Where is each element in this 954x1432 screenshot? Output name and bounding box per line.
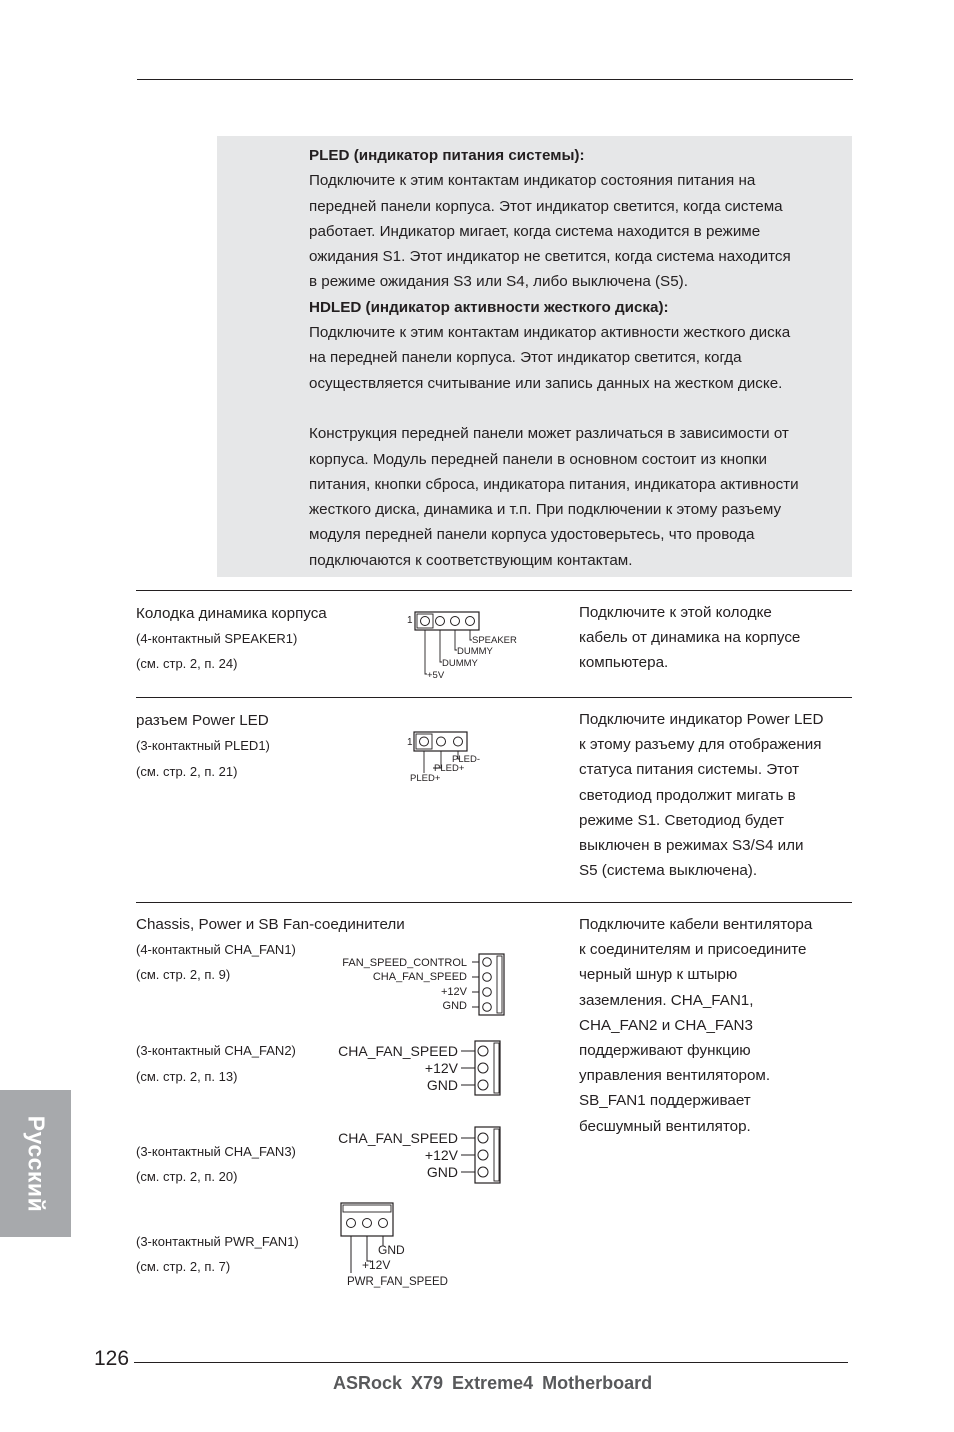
desc-line: выключен в режимах S3/S4 или: [579, 837, 804, 855]
desc-line: поддерживают функцию: [579, 1042, 751, 1060]
desc-line: черный шнур к штырю: [579, 966, 738, 984]
desc-line: CHA_FAN2 и CHA_FAN3: [579, 1016, 753, 1034]
note-line: жесткого диска, динамика и т.п. При подключении к этому разъему: [309, 501, 782, 519]
note-line: корпуса. Модуль передней панели в основном состоит из кнопки: [309, 450, 767, 468]
pin-label: +12V: [424, 1147, 458, 1163]
section-rule: [136, 902, 852, 903]
speaker-ref: (см. стр. 2, п. 24): [136, 656, 238, 671]
note-line: подключаются к соответствующим контактам.: [309, 551, 633, 569]
pled-heading: PLED (индикатор питания системы):: [309, 147, 585, 164]
pled-line: ожидания S1. Этот индикатор не светится, когда система находится: [309, 248, 791, 266]
desc-line: управления вентилятором.: [579, 1067, 771, 1085]
pin-label: DUMMY: [442, 658, 478, 669]
desc-line: светодиод продолжит мигать в: [579, 786, 796, 804]
fans-title: Chassis, Power и SB Fan-соединители: [136, 916, 405, 933]
info-box: [217, 136, 852, 577]
pled-title: разъем Power LED: [136, 712, 269, 729]
language-side-tab: [0, 1090, 71, 1237]
pin-label: DUMMY: [457, 646, 493, 657]
desc-line: к этому разъему для отображения: [579, 736, 822, 754]
cha-fan1-ref: (см. стр. 2, п. 9): [136, 967, 231, 982]
pled-description: [579, 707, 854, 883]
note-line: питания, кнопки сброса, индикатора питания, индикатора активности: [309, 475, 799, 493]
desc-line: Подключите кабели вентилятора: [579, 916, 813, 933]
pin-label: GND: [426, 1077, 458, 1093]
speaker-subtitle: (4-контактный SPEAKER1): [136, 631, 298, 646]
pled-subtitle: (3-контактный PLED1): [136, 738, 270, 753]
desc-line: SB_FAN1 поддерживает: [579, 1092, 751, 1110]
top-rule: [137, 79, 853, 80]
pin-label: CHA_FAN_SPEED: [338, 1130, 458, 1146]
page-number: 126: [94, 1347, 130, 1370]
desc-line: Подключите к этой колодке: [579, 604, 772, 621]
pin-label: SPEAKER: [472, 635, 517, 646]
info-box-text: [309, 143, 854, 573]
pin-label: FAN_SPEED_CONTROL: [342, 957, 467, 969]
pin-label: +5V: [427, 670, 445, 681]
footer-title: ASRock X79 Extreme4 Motherboard: [333, 1373, 653, 1393]
cha-fan3-diagram: [338, 1125, 510, 1185]
pled-line: работает. Индикатор мигает, когда система находится в режиме: [309, 222, 761, 240]
cha-fan1-subtitle: (4-контактный CHA_FAN1): [136, 942, 296, 957]
desc-line: S5 (система выключена).: [579, 862, 758, 880]
cha-fan2-ref: (см. стр. 2, п. 13): [136, 1069, 238, 1084]
pwr-fan1-ref: (см. стр. 2, п. 7): [136, 1259, 231, 1274]
pin-label: PWR_FAN_SPEED: [347, 1276, 448, 1288]
hdled-heading: HDLED (индикатор активности жесткого диска):: [309, 298, 669, 316]
pled-ref: (см. стр. 2, п. 21): [136, 764, 238, 779]
section-rule: [136, 697, 852, 698]
desc-line: компьютера.: [579, 654, 669, 672]
pin-label: CHA_FAN_SPEED: [372, 971, 467, 983]
pin-label: +12V: [362, 1258, 391, 1272]
speaker-title: Колодка динамика корпуса: [136, 605, 327, 622]
pled-header-diagram: [404, 726, 494, 784]
desc-line: бесшумный вентилятор.: [579, 1117, 751, 1135]
pled-line: Подключите к этим контактам индикатор состояния питания на: [309, 172, 756, 190]
desc-line: к соединителям и присоедините: [579, 941, 807, 959]
desc-line: режиме S1. Светодиод будет: [579, 811, 784, 829]
pwr-fan1-diagram: [338, 1200, 463, 1290]
pin-label: CHA_FAN_SPEED: [338, 1043, 458, 1059]
language-label: Русский: [23, 1115, 49, 1212]
pin-label: GND: [442, 1000, 467, 1012]
desc-line: заземления. CHA_FAN1,: [579, 991, 754, 1009]
pin-label: GND: [378, 1243, 405, 1257]
desc-line: Подключите индикатор Power LED: [579, 711, 824, 728]
pin-label: PLED-: [452, 754, 480, 765]
speaker-description: [579, 600, 854, 676]
cha-fan3-ref: (см. стр. 2, п. 20): [136, 1169, 238, 1184]
speaker-header-diagram: [404, 606, 524, 684]
pin-label: PLED+: [410, 773, 441, 784]
cha-fan1-diagram: [338, 952, 510, 1018]
note-line: модуля передней панели корпуса удостоверьтесь, что провода: [309, 526, 755, 544]
hdled-line: осуществляется считывание или запись данных на жестком диске.: [309, 374, 783, 392]
note-line: Конструкция передней панели может различаться в зависимости от: [309, 425, 789, 443]
cha-fan3-subtitle: (3-контактный CHA_FAN3): [136, 1144, 296, 1159]
pin-label: PLED+: [434, 763, 465, 774]
pin-label: GND: [426, 1164, 458, 1180]
pled-line: в режиме ожидания S3 или S4, либо выключена (S5).: [309, 273, 688, 291]
hdled-line: на передней панели корпуса. Этот индикатор светится, когда: [309, 349, 742, 367]
pin1-label: 1: [407, 737, 413, 748]
pled-line: передней панели корпуса. Этот индикатор светится, когда система: [309, 197, 783, 215]
footer-rule: [134, 1362, 848, 1363]
cha-fan2-diagram: [338, 1039, 510, 1099]
section-rule: [136, 590, 852, 591]
pin-label: +12V: [424, 1060, 458, 1076]
pin1-label: 1: [407, 615, 413, 626]
pwr-fan1-subtitle: (3-контактный PWR_FAN1): [136, 1234, 299, 1249]
cha-fan2-subtitle: (3-контактный CHA_FAN2): [136, 1043, 296, 1058]
fans-description: [579, 912, 854, 1139]
pin-label: +12V: [441, 986, 467, 998]
desc-line: кабель от динамика на корпусе: [579, 629, 801, 647]
desc-line: статуса питания системы. Этот: [579, 761, 800, 779]
hdled-line: Подключите к этим контактам индикатор активности жесткого диска: [309, 324, 791, 342]
